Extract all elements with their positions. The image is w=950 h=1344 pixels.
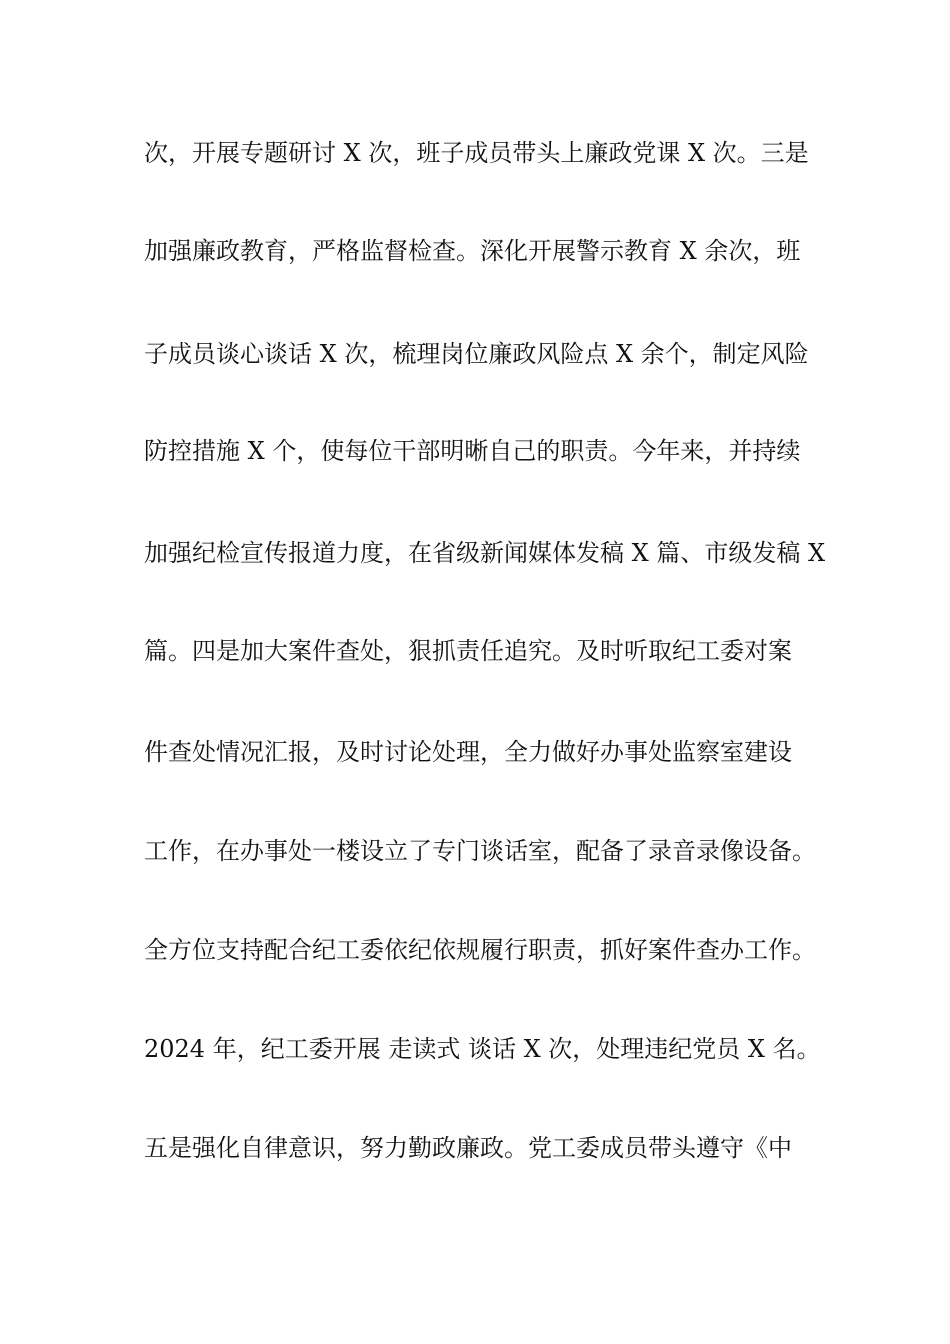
text-line: 全方位支持配合纪工委依纪依规履行职责，抓好案件查办工作。 <box>144 936 816 964</box>
text-line: 件查处情况汇报，及时讨论处理，全力做好办事处监察室建设 <box>144 738 792 766</box>
text-line: 子成员谈心谈话 X 次，梳理岗位廉政风险点 X 余个，制定风险 <box>144 340 809 368</box>
text-line: 次，开展专题研讨 X 次，班子成员带头上廉政党课 X 次。三是 <box>144 139 809 167</box>
text-line: 五是强化自律意识，努力勤政廉政。党工委成员带头遵守《中 <box>144 1134 792 1162</box>
text-line: 防控措施 X 个，使每位干部明晰自己的职责。今年来，并持续 <box>144 437 801 465</box>
text-line: 加强廉政教育，严格监督检查。深化开展警示教育 X 余次，班 <box>144 237 801 265</box>
text-line: 加强纪检宣传报道力度，在省级新闻媒体发稿 X 篇、市级发稿 X <box>144 539 826 567</box>
text-line: 篇。四是加大案件查处，狠抓责任追究。及时听取纪工委对案 <box>144 637 792 665</box>
text-line: 2024 年，纪工委开展 走读式 谈话 X 次，处理违纪党员 X 名。 <box>144 1035 821 1063</box>
text-line: 工作，在办事处一楼设立了专门谈话室，配备了录音录像设备。 <box>144 837 816 865</box>
